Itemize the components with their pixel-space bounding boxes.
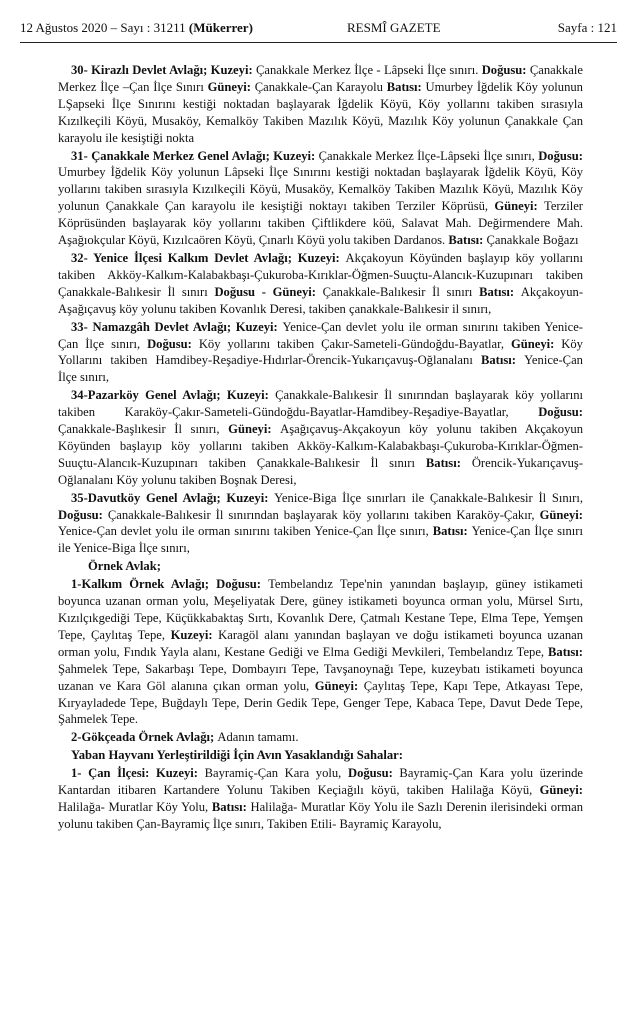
bold-run: Doğusu: [481,63,530,77]
text-run: Aşağıçavuş-Akçakoyun köy yolunu takiben Akçakoyun Köyünden başlayıp köy yollarını takiben Akköy-Kalkım-Kalabakbaşı-Çukuroba-Kırıklar-Öğmen-Suuçtu-Alancık-Kuzupınarı takiben Çanakkale-Balıkesir İl sınırı [58,422,583,470]
paragraph [58,148,583,249]
bold-run: 35-Davutköy Genel Avlağı; Kuzeyi: [71,490,275,505]
bold-run: Güneyi: [539,507,583,522]
text-run: Çanakkale-Başlıkesir İl sınırı, [58,422,229,437]
paragraph [58,250,583,318]
text-run: Çanakkale-Balıkesir İl sınırından başlayarak köy yollarını takiben Karaköy-Çakır-Sameteli-Gündoğdu-Bayatlar-Hamdibey-Reşadiye-Bayatlar, [58,388,583,420]
bold-run: 32- Yenice İlçesi Kalkım Devlet Avlağı; Kuzeyi: [71,250,346,265]
bold-run: Güneyi: [539,783,583,798]
bold-run: Kuzeyi: [170,627,219,642]
bold-run: Batısı: [211,799,251,814]
page-number: Sayfa : 121 [557,20,617,35]
page-header [20,20,617,40]
bold-run: Batısı: [479,284,521,299]
text-run: Yenice-Biga İlçe sınırları ile Çanakkale-Balıkesir İl Sınırı, [274,490,583,505]
text-run: Çanakkale Merkez İlçe-Lâpseki İlçe sınırı, [318,148,539,163]
text-run: Umurbey İğdelik Köy yolunun LŞapseki İlçe Sınırını kestiği noktadan başlayarak İğdelik Köyü, Köy yollarını takiben sırasıyla Kızılkeçili Köyü, Musaköy, Kemalköy Takiben Mazılık Köyü, Mazılık Köy yolunun Çanakkale Çan karayolu ile kesiştiği nokta [58,79,583,145]
text-run: Yenice-Çan İlçe sınırı, [58,353,583,385]
text-run: Halilağa- Muratlar Köy Yolu ile Sazlı Derenin ilerisindeki orman yolunu takiben Çan-Bayramiç İlçe sınırı, Takiben Etili- Bayramiç Karayolu, [58,799,583,831]
bold-run: Güneyi: [207,79,255,94]
text-run: Çanakkale-Çan Karayolu [254,79,387,94]
bold-run: Doğusu: [347,766,400,781]
paragraph [58,387,583,488]
text-run: Yenice-Çan devlet yolu ile orman sınırını takiben Yenice-Çan İlçe sınırı, [58,319,584,351]
bold-run: Doğusu - Güneyi: [214,284,323,299]
bold-run: Yaban Hayvanı Yerleştirildiği İçin Avın Yasaklandığı Sahalar: [71,748,403,763]
gazette-title: RESMÎ GAZETE [347,20,441,35]
bold-run: 33- Namazgâh Devlet Avlağı; Kuzeyi: [71,319,283,334]
bold-run: Doğusu: [538,405,583,420]
bold-run: Doğusu: [58,507,108,522]
text-run: Yenice-Çan İlçe sınırı ile Yenice-Biga İlçe sınırı, [58,524,584,556]
paragraph [58,729,583,746]
header-rule [20,42,617,43]
text-run: Çanakkale Boğazı [486,233,579,248]
bold-run: 30- Kirazlı Devlet Avlağı; Kuzeyi: [71,63,256,77]
text-run: Çaylıtaş Tepe, Kapı Tepe, Atkayası Tepe, Kıryayladede Tepe, Buğdaylı Tepe, Derin Gedik Tepe, Genger Tepe, Kabaca Tepe, Davut Dede Tepe, Şahmelek Tepe. [58,678,583,727]
bold-run: 34-Pazarköy Genel Avlağı; Kuzeyi: [71,388,276,403]
text-run: Yenice-Çan devlet yolu ile orman sınırını takiben Yenice-Çan İlçe sınırı, [58,524,433,539]
paragraph [58,490,583,558]
bold-run: Batısı: [480,353,525,368]
text-run: Çanakkale Merkez İlçe - Lâpseki İlçe sınırı. [255,63,482,77]
bold-run: 1- Çan İlçesi: Kuzeyi: [71,766,205,781]
bold-run: Batısı: [425,455,472,470]
bold-run: 2-Gökçeada Örnek Avlağı; [71,730,218,745]
text-run: Terziler Köprüsünden başlayarak köy yollarını takiben Çiftlikdere köü, Salavat Mah. Değirmendere Mah. Aşağıokçular Köyü, Kızılcaören Köyü, Çınarlı Köyü yolu takiben Dardanos. [58,199,583,248]
mukerrer-label: (Mükerrer) [188,20,253,35]
text-run: Köy Yollarını takiben Hamdibey-Reşadiye-Hıdırlar-Örencik-Yukarıçavuş-Oğlanalanı [58,336,583,368]
paragraph [58,319,583,387]
bold-run: Güneyi: [510,336,562,351]
bold-run: 31- Çanakkale Merkez Genel Avlağı; Kuzeyi: [71,148,319,163]
bold-run: Güneyi: [314,678,364,693]
text-run: Köy yollarını takiben Çakır-Sameteli-Gündoğdu-Bayatlar, [198,336,511,351]
paragraph [58,765,583,833]
paragraph [58,576,583,728]
bold-run: Güneyi: [494,199,545,214]
text-run: Çanakkale-Balıkesir İl sınırından başlayarak köy yollarını takiben Karaköy-Çakır, [107,507,540,522]
text-run: Şahmelek Tepe, Sakarbaşı Tepe, Dombayırı Tepe, Tavşanoynağı Tepe, kuzeybatı istikameti boyunca uzanan ve Kara Göl alanına çıkan orman yolu, [58,661,583,693]
document-body [58,62,583,834]
bold-run: Batısı: [386,79,426,94]
issue-date-text: 12 Ağustos 2020 – Sayı : 31211 [20,20,189,35]
issue-date [20,20,253,36]
bold-run: Batısı: [448,233,487,248]
bold-run: Örnek Avlak; [88,559,161,574]
paragraph [58,62,583,147]
bold-run: Batısı: [548,644,583,659]
bold-run: Doğusu: [147,336,199,351]
paragraph [58,558,583,575]
text-run: Karagöl alanı yanından başlayan ve doğu istikameti boyunca uzanan orman yolu, Fındık Yayla alanı, Kestane Gediği ve Elma Gediği Mevkileri, Tembelandız Tepe, [58,627,584,659]
text-run: Tembelandız Tepe'nin yanından başlayıp, güney istikameti boyunca uzanan orman yolu, Meşeliyatak Dere, güney istikameti boyunca orman yolu, Mürsel Sırtı, Kızılçıkgediği Tepe, Küçükkabaktaş Sırtı, Kovanlık Dere, Çatmalı Kestane Tepe, Elma Tepe, Yemşen Tepe, Çaylıtaş Tepe, [58,577,583,642]
text-run: Örencik-Yukarıçavuş-Oğlanalanı Köy yolunu takiben Boşnak Deresi, [58,455,584,487]
text-run: Bayramiç-Çan Kara yolu, [204,766,348,781]
text-run: Umurbey İğdelik Köy yolunun Lâpseki İlçe Sınırını kestiği noktadan başlayarak İğdelik Köyü, Köy yollarını takiben sırasıyla Kızılkeçili Köyü, Musaköy, Kemalköy Takiben Mazılık Köyü, Mazılık Köy yolunun Çanakkale Çan karayolu ile kesiştiği noktayı takiben Terziler Köprüsü, [58,165,583,214]
text-run: Akçakoyun Köyünden başlayıp köy yollarını takiben Akköy-Kalkım-Kalabakbaşı-Çukuroba-Kırıklar-Öğmen-Suuçtu-Alancık-Kuzupınarı takiben Çanakkale-Balıkesir İl sınırı [58,250,583,299]
text-run: Adanın tamamı. [217,730,299,745]
text-run: Halilağa- Muratlar Köy Yolu, [58,799,212,814]
paragraph [58,747,583,764]
text-run: Bayramiç-Çan Kara yolu üzerinde Kantardan itibaren Kartandere Yolunu Takiben Keçiağılı köyü, takiben Halilağa Köyü, [58,766,583,798]
text-run: Çanakkale-Balıkesir İl sınırı [322,284,480,299]
bold-run: Güneyi: [228,422,281,437]
bold-run: Doğusu: [538,148,583,163]
text-run: Akçakoyun-Aşağıçavuş köy yolunu takiben Kovanlık Deresi, takiben çanakkale-Balıkesir il sınırı, [58,284,584,316]
text-run: Çanakkale Merkez İlçe –Çan İlçe Sınırı [58,63,583,94]
bold-run: 1-Kalkım Örnek Avlağı; Doğusu: [71,577,269,592]
bold-run: Batısı: [432,524,472,539]
